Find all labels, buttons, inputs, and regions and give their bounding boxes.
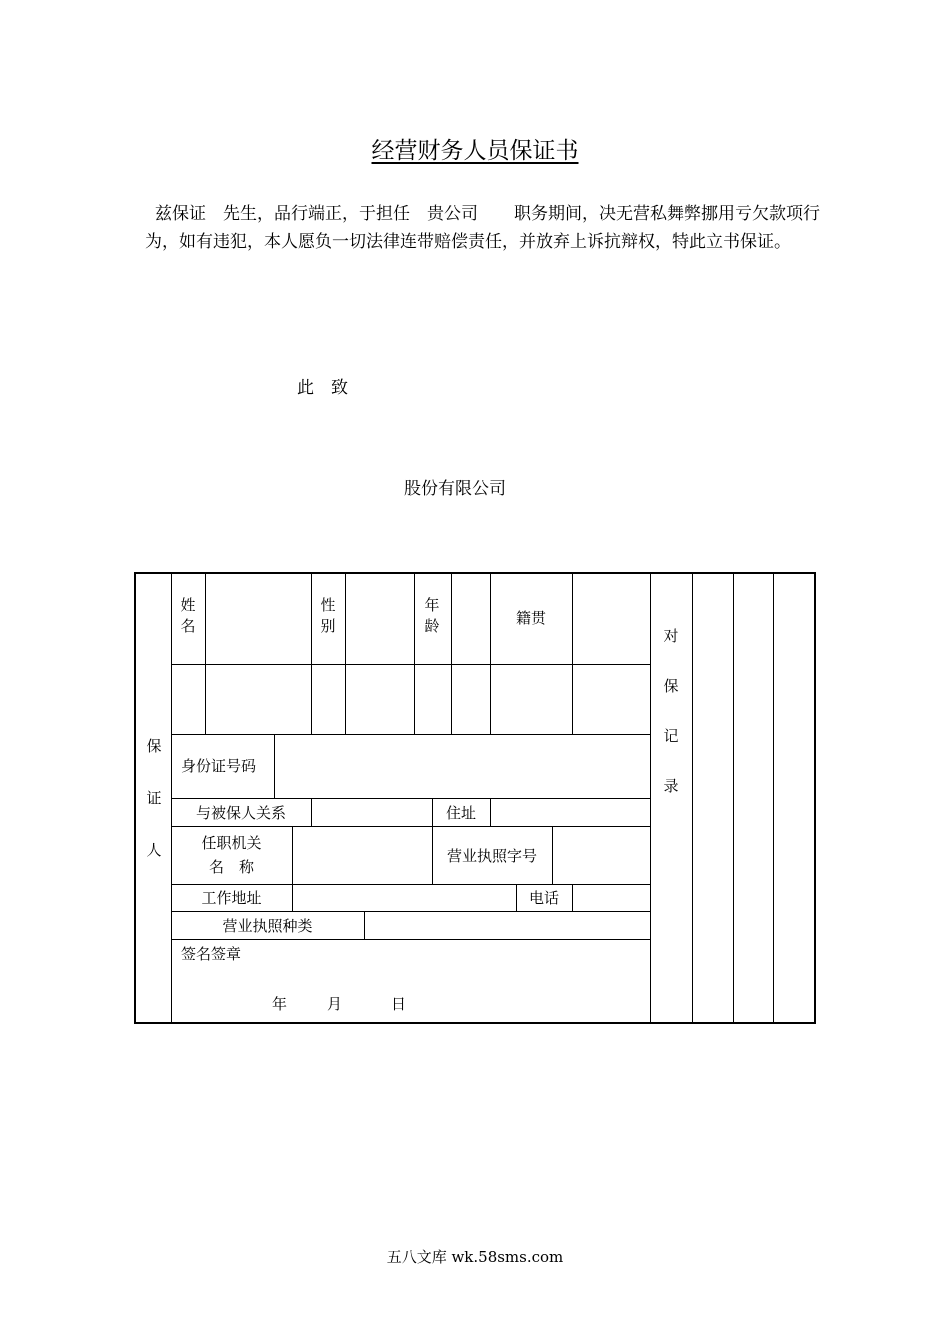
license-number-label: 营业执照字号 (446, 847, 537, 865)
license-type-label: 营业执照种类 (222, 917, 313, 935)
relation-label: 与被保人关系 (195, 804, 286, 822)
footer-watermark: 五八文库 wk.58sms.com (386, 1248, 564, 1266)
phone-label: 电话 (528, 889, 559, 907)
guarantor-form (134, 572, 816, 1024)
statement-part-3: 贵公司 (427, 204, 478, 224)
id-number-label: 身份证号码 (181, 757, 257, 775)
salutation: 此 致 (297, 378, 348, 398)
document-title: 经营财务人员保证书 (371, 138, 579, 164)
statement-part-2: 先生，品行端正，于担任 (223, 204, 410, 224)
date-year-label: 年 (272, 995, 288, 1013)
date-month-label: 月 (327, 995, 343, 1013)
guarantee-statement (145, 200, 820, 256)
signature-label: 签名签章 (181, 945, 242, 963)
name-label: 姓 名 (180, 596, 196, 635)
statement-part-1: 兹保证 (155, 204, 206, 224)
date-day-label: 日 (391, 995, 407, 1013)
guarantor-label: 保 证 人 (146, 737, 162, 859)
native-place-label: 籍贯 (515, 609, 546, 627)
statement-part-4: 职务期间，决无营私舞弊挪用亏欠款项行为，如有违犯，本人愿负一切法律连带赔偿责任，并放弃上诉抗辩权，特此立书保证。 (145, 204, 820, 252)
guarantee-record-label: 对 保 记 录 (663, 627, 679, 795)
gender-label: 性 别 (320, 596, 336, 635)
age-label: 年 龄 (424, 596, 440, 635)
work-address-label: 工作地址 (201, 889, 262, 907)
company-name: 股份有限公司 (404, 479, 506, 499)
address-label: 住址 (445, 804, 476, 822)
employer-label: 任职机关 名 称 (201, 834, 262, 876)
